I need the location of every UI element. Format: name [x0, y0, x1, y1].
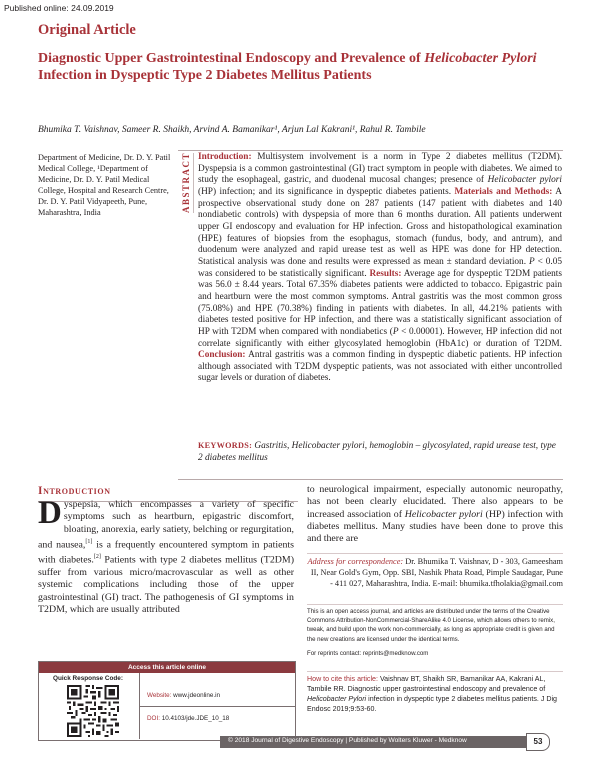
abstract-side-label — [178, 151, 194, 213]
intro-col1-text-a: yspepsia, which encompasses a variety of specific symptoms such as heartburn, epigastric discomfort, bloating, anorexia, early satiety, belching or regurgitation, and nausea, — [38, 499, 294, 551]
abstract-results-p: P — [392, 326, 399, 337]
keywords — [198, 440, 562, 464]
correspondence-label: Address for correspondence: — [307, 557, 404, 566]
website-link[interactable]: www.jdeonline.in — [171, 692, 221, 699]
access-box-heading: Access this article online — [39, 662, 295, 673]
qr-code-label: Quick Response Code: — [53, 675, 123, 682]
page-number: 53 — [526, 733, 550, 751]
cite-label: How to cite this article: — [307, 675, 378, 683]
access-box-horizontal-divider — [140, 706, 295, 707]
correspondence-text: Dr. Bhumika T. Vaishnav, D - 303, Gameesham II, Near Gold's Gym, Opp. SBI, Nashik Phata Road, Pimple Saudagar, Pune - 411 027, Maharashtra, India. E-mail: bhumika.tfholakia@gmail.com — [310, 557, 563, 588]
abstract-methods-p: P — [528, 256, 535, 267]
abstract-intro-italic: Helicobacter pylori — [487, 175, 562, 186]
abstract-text — [198, 152, 562, 385]
cite-text-a: Vaishnav BT, Shaikh SR, Bamanikar AA, Kakrani AL, Tambile RR. Diagnostic upper gastrointestinal endoscopy and prevalence of — [307, 675, 546, 693]
doi-row — [147, 715, 229, 722]
access-online-box — [38, 661, 296, 741]
abstract-intro-text-a: Multisystem involvement is a norm in Type 2 diabetes mellitus (T2DM). Dyspepsia is a common gastrointestinal (GI) tract symptom in people with diabetes. We aimed to study the esophageal, gastric, and duodenal mucosal changes; presence of — [198, 152, 562, 186]
how-to-cite — [307, 671, 563, 714]
affiliation: Department of Medicine, Dr. D. Y. Patil Medical College, ¹Department of Medicine, Dr. D. Y. Patil Medical College, Hospital and Research Centre, Dr. D. Y. Patil Vidyapeeth, Pune, Maharashtra, India — [38, 153, 171, 218]
abstract-results-text-a: Average age for dyspeptic T2DM patients was 56.0 ± 8.44 years. Total 67.35% diabetes patients were addicted to tobacco. Epigastric pain and heartburn were the most common symptoms. Antral gastritis was the most common gross (75.08%) and HPE (70.38%) finding in patients with diabetes. In all, 44.21% patients with diabetes tested positive for HP infection, and there was a statistically significant association of HP with T2DM when compared with nondiabetics ( — [198, 268, 562, 337]
keywords-text: Gastritis, Helicobacter pylori, hemoglobin – glycosylated, rapid urease test, type 2 diabetes mellitus — [198, 441, 556, 463]
intro-col1-text-c: Patients with type 2 diabetes mellitus (T2DM) suffer from various micro/macrovascular as well as other systemic complications including those of the upper gastrointestinal (GI) tract. The pathogenesis of GI symptoms in T2DM, which are usually attributed — [38, 554, 294, 615]
ref-2[interactable]: [2] — [93, 554, 101, 561]
qr-code-icon[interactable] — [67, 685, 119, 737]
doi-value[interactable]: 10.4103/jde.JDE_10_18 — [159, 715, 230, 722]
cite-italic: Helicobacter Pylori — [307, 695, 367, 703]
abstract-results-text-b: < 0.00001). However, HP infection did not correlate significantly with either glycosylated hemoglobin (HbA1c) or duration of T2DM. — [198, 326, 562, 349]
abstract-intro-heading: Introduction: — [198, 152, 252, 162]
ref-1[interactable]: [1] — [85, 538, 93, 545]
abstract-conclusion-text: Antral gastritis was a common finding in dyspeptic diabetic patients. HP infection although associated with T2DM dyspeptic patients, was not associated with either uncontrolled sugar levels or duration of diabetes. — [198, 350, 562, 384]
cite-text-b: infection in dyspeptic type 2 diabetes mellitus patients. J Dig Endosc 2019;9:53-60. — [307, 695, 557, 713]
intro-col2-text-a: to neurological impairment, especially autonomic neuropathy, has not been clearly elucidated. There also appears to be increased association of — [307, 484, 563, 520]
drop-cap: D — [38, 495, 62, 531]
intro-col2-text-b: (HP) infection with diabetes mellitus. Many studies have been done to prove this and there are — [307, 508, 564, 545]
published-online-date: Published online: 24.09.2019 — [4, 3, 114, 13]
footer-copyright: © 2018 Journal of Digestive Endoscopy | Published by Wolters Kluwer - Medknow — [228, 737, 467, 744]
article-type: Original Article — [38, 22, 136, 38]
abstract-intro-text-b: (HP) infection; and its significance in dyspeptic diabetes patients. — [198, 186, 455, 197]
correspondence-address — [307, 553, 563, 589]
title-italic: Helicobacter Pylori — [424, 51, 537, 66]
intro-col2-italic: Helicobacter pylori — [404, 508, 483, 520]
doi-label: DOI: — [147, 715, 160, 722]
website-label: Website: — [147, 692, 172, 699]
license-notice: This is an open access journal, and articles are distributed under the terms of the Creative Commons Attribution-NonCommercial-ShareAlike 4.0 License, which allows others to remix, tweak, and build upon the work non-commercially, as long as appropriate credit is given and the new creations are licensed under the identical terms. — [307, 604, 563, 644]
website-row — [147, 692, 220, 699]
article-title — [38, 51, 568, 84]
intro-col1-text-b: is a frequently encountered symptom in patients with diabetes. — [38, 539, 294, 566]
introduction-column-2 — [307, 484, 563, 545]
abstract-conclusion-heading: Conclusion: — [198, 350, 246, 361]
abstract-methods-text-a: A prospective observational study done on 287 patients (147 patient with diabetes and 140 nondiabetic controls) with dyspepsia of more than 6 months duration. All patients underwent upper GI endoscopy and evaluation for HP infection. Gross and histopathological examination (HPE) features of biopsies from the esophagus, stomach (fundus, body, and antrum), and duodenum were analyzed and rapid urease test as well as HPE was done for HP detection. Statistical analysis was done and results were expressed as mean ± standard deviation. — [198, 186, 562, 267]
author-list: Bhumika T. Vaishnav, Sameer R. Shaikh, Arvind A. Bamanikar¹, Arjun Lal Kakrani¹, Rahul R. Tambile — [38, 125, 426, 135]
introduction-heading: Introduction — [38, 485, 111, 497]
title-part-2: Infection in Dyspeptic Type 2 Diabetes Mellitus Patients — [38, 67, 372, 83]
title-part-1: Diagnostic Upper Gastrointestinal Endoscopy and Prevalence of — [38, 51, 421, 66]
keywords-label: KEYWORDS: — [198, 441, 253, 450]
introduction-column-1 — [38, 495, 294, 616]
abstract-results-heading: Results: — [369, 268, 402, 279]
abstract-methods-text-b: < 0.05 was considered to be statistically significant. — [198, 256, 562, 279]
abstract-methods-heading: Materials and Methods: — [454, 186, 553, 197]
reprints-contact[interactable]: For reprints contact: reprints@medknow.com — [307, 650, 429, 657]
abstract-label-text: ABSTRACT — [181, 151, 191, 213]
